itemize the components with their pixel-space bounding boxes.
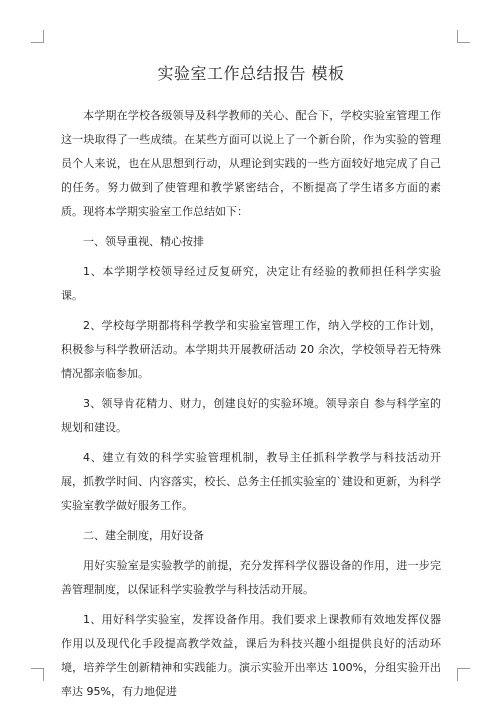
- paragraph-1-3: 3、领导肯花精力、财力，创建良好的实验环境。领导亲自 参与科学室的规划和建设。: [61, 397, 441, 434]
- crop-mark-bottom-left: [31, 668, 44, 681]
- crop-mark-top-right: [457, 30, 470, 43]
- heading-section-2: 二、建全制度，用好设备: [83, 529, 204, 542]
- document-title: 实验室工作总结报告 模板: [157, 64, 345, 83]
- paragraph-intro: 本学期在学校各级领导及科学教师的关心、配合下，学校实验室管理工作这一块取得了一些成绩。在某些方面可以说上了一个新台阶，作为实验的管理员个人来说，也在从思想到行动，从理论到实践的一些方面较好地完成了自己的任务。努力做到了使管理和教学紧密结合，不断提高了学生诸多方面的素质。现将本学期实验室工作总结如下：: [61, 109, 441, 218]
- paragraph-1-4: 4、建立有效的科学实验管理机制，教导主任抓科学教学与科技活动开展，抓教学时间、内容落实，校长、总务主任抓实验室的`建设和更新，为科学实验室教学做好服务工作。: [61, 451, 441, 512]
- paragraph-1-2: 2、学校每学期都将科学教学和实验室管理工作，纳入学校的工作计划，积极参与科学教研活动。本学期共开展教研活动 20 余次，学校领导若无特殊情况都亲临参加。: [61, 319, 441, 380]
- paragraph-1-1: 1、本学期学校领导经过反复研究，决定让有经验的教师担任科学实验课。: [61, 265, 441, 302]
- paragraph-2-intro: 用好实验室是实验教学的前提，充分发挥科学仪器设备的作用，进一步完善管理制度，以保证科学实验教学与科技活动开展。: [61, 559, 441, 596]
- paragraph-2-1: 1、用好科学实验室，发挥设备作用。我们要求上课教师有效地发挥仪器作用以及现代化手段提高教学效益，课后为科技兴趣小组提供良好的活动环境，培养学生创新精神和实践能力。演示实验开出率达 100%，分组实验开出率达 95%，有力地促进: [61, 613, 441, 698]
- document-body: [61, 104, 441, 704]
- crop-mark-top-left: [31, 30, 44, 43]
- heading-section-1: 一、领导重视、精心按排: [83, 235, 204, 248]
- crop-mark-bottom-right: [457, 668, 470, 681]
- document-page: [61, 58, 441, 710]
